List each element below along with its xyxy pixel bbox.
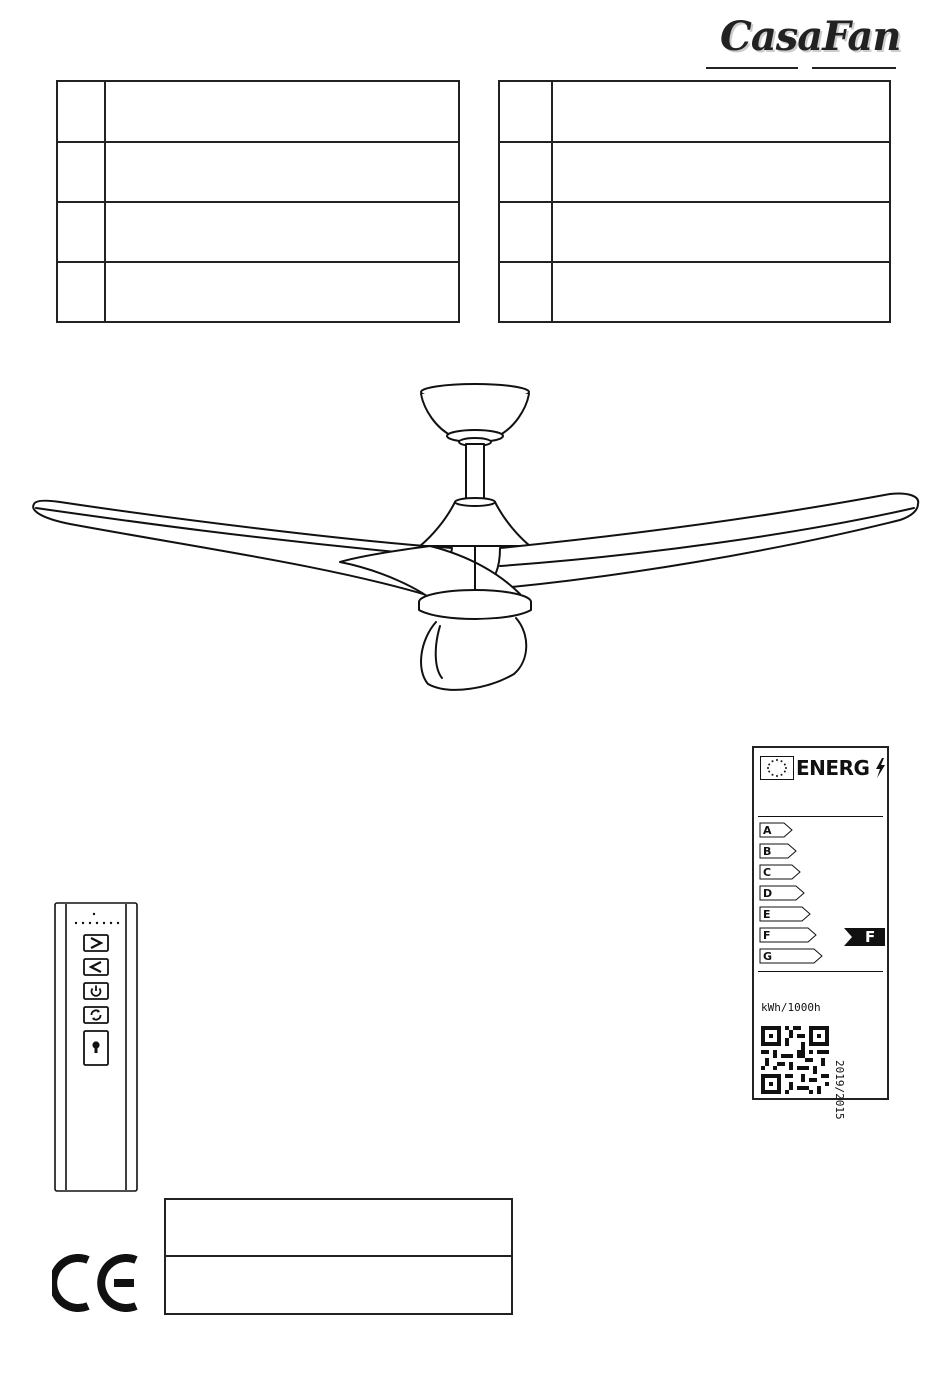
energy-heading: ENERG <box>796 756 870 780</box>
language-title-cell <box>555 202 889 261</box>
language-row <box>58 202 458 263</box>
language-title-cell <box>555 82 889 141</box>
language-row <box>500 262 889 321</box>
language-code-cell <box>58 202 106 261</box>
language-title-cell <box>108 262 458 321</box>
label-divider <box>758 971 883 972</box>
efficiency-scale <box>754 820 887 970</box>
info-box-bottom <box>164 1255 513 1315</box>
lightning-icon <box>874 758 886 778</box>
language-table-left <box>56 80 460 323</box>
language-code-cell <box>500 82 553 141</box>
language-title-cell <box>555 142 889 201</box>
class-letter: E <box>763 908 771 921</box>
language-row <box>500 142 889 203</box>
power-icon[interactable] <box>83 982 109 1000</box>
class-letter: B <box>763 845 772 858</box>
info-box-top <box>164 1198 513 1257</box>
label-divider <box>758 816 883 817</box>
class-letter: A <box>763 824 772 837</box>
speed-down-icon[interactable] <box>83 958 109 976</box>
reverse-icon[interactable] <box>83 1006 109 1024</box>
speed-up-icon[interactable] <box>83 934 109 952</box>
class-letter: D <box>763 887 773 900</box>
class-letter: C <box>763 866 772 879</box>
language-code-cell <box>500 262 553 321</box>
remote-control <box>54 902 138 1192</box>
language-row <box>500 82 889 143</box>
class-letter: F <box>763 929 771 942</box>
energy-rating: F <box>865 928 876 946</box>
regulation-number: 2019/2015 <box>833 1060 846 1120</box>
language-row <box>58 262 458 321</box>
language-code-cell <box>500 142 553 201</box>
language-title-cell <box>108 142 458 201</box>
language-row <box>500 202 889 263</box>
light-bulb-icon[interactable] <box>83 1030 109 1066</box>
language-title-cell <box>108 82 458 141</box>
casafan-logo: CasaFan <box>720 13 901 60</box>
energy-label <box>752 746 889 1120</box>
consumption-unit: kWh/1000h <box>761 1001 821 1014</box>
eu-flag-icon <box>760 756 794 780</box>
language-row <box>58 142 458 203</box>
ceiling-fan-illustration <box>0 370 950 710</box>
language-code-cell <box>58 82 106 141</box>
logo-underline <box>812 67 896 69</box>
class-letter: G <box>763 950 773 963</box>
language-title-cell <box>108 202 458 261</box>
language-code-cell <box>58 142 106 201</box>
ce-mark-icon <box>52 1252 142 1314</box>
language-title-cell <box>555 262 889 321</box>
language-code-cell <box>58 262 106 321</box>
language-code-cell <box>500 202 553 261</box>
qr-code-icon <box>761 1026 829 1094</box>
language-row <box>58 82 458 143</box>
language-table-right <box>498 80 891 323</box>
logo-underline <box>706 67 798 69</box>
